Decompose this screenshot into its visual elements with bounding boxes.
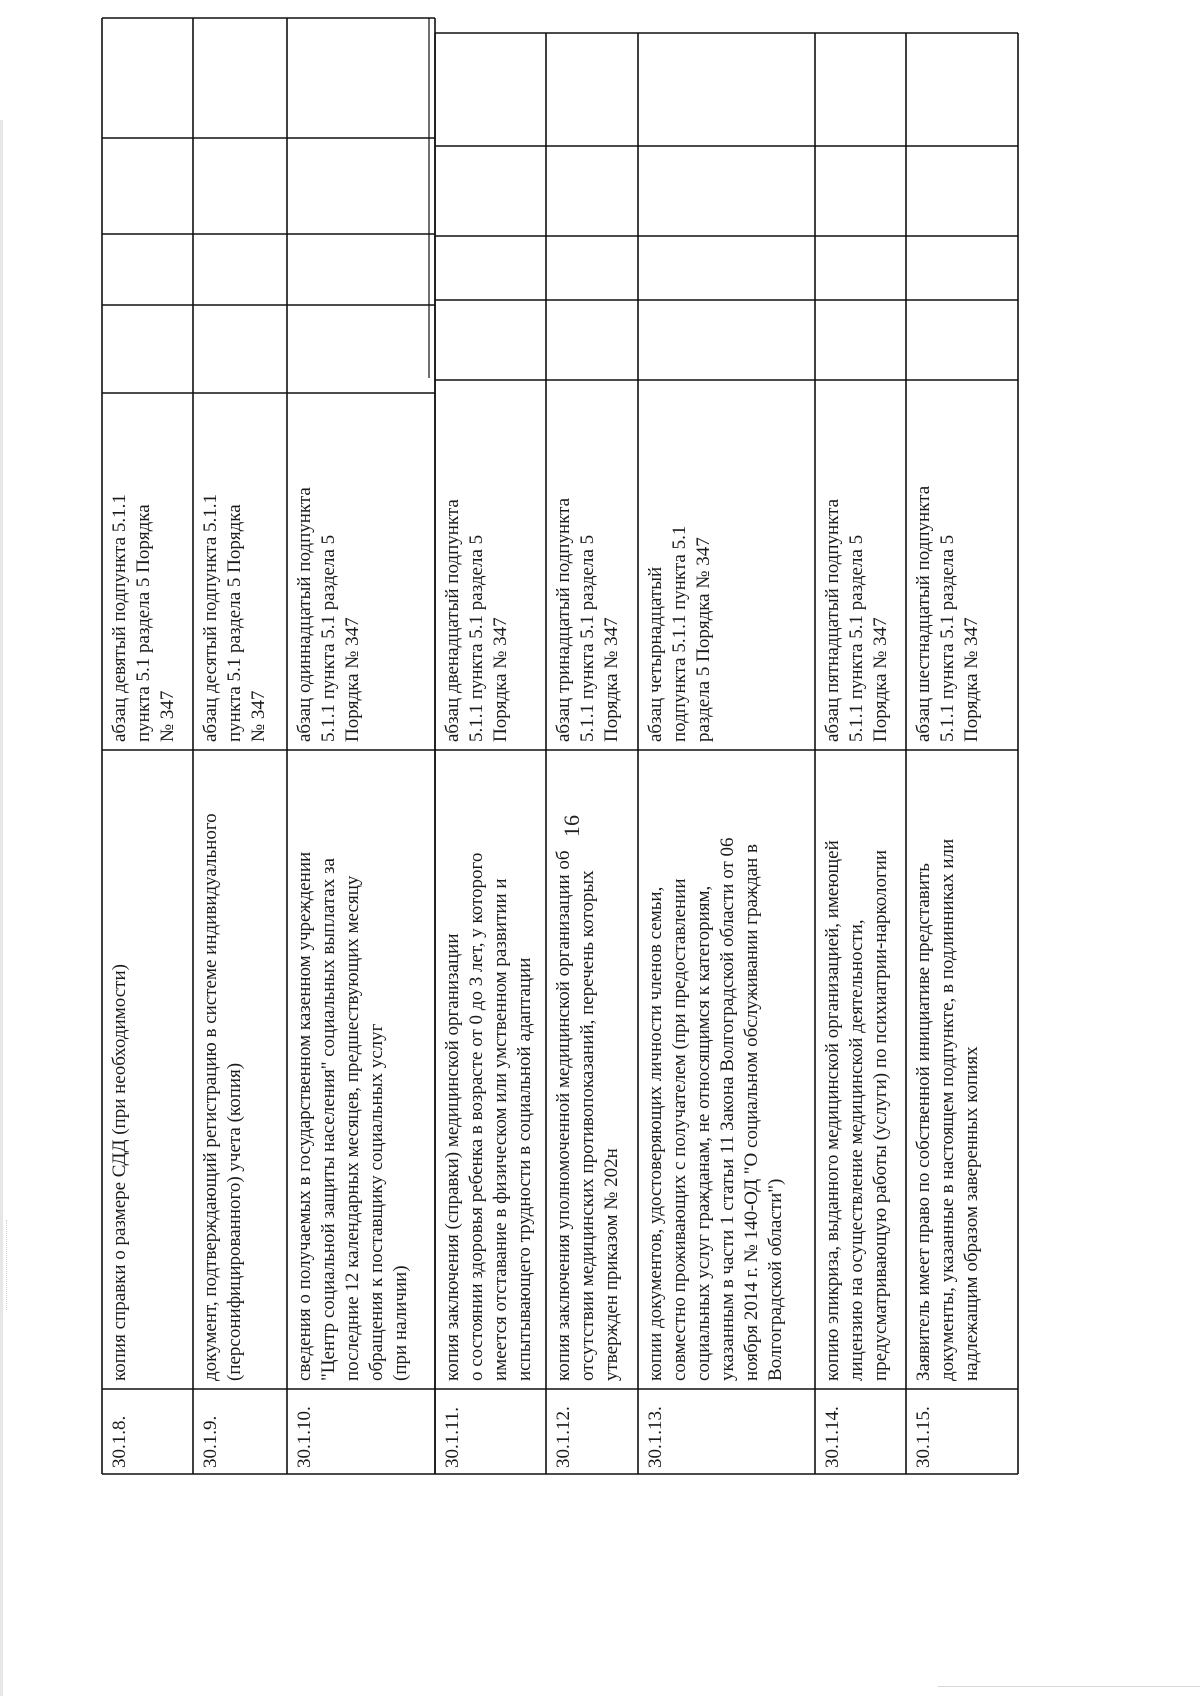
basis-cell-line: раздела 5 Порядка № 347 bbox=[693, 537, 714, 742]
empty-cell bbox=[817, 148, 904, 234]
document-cell-line: о состоянии здоровья ребенка в возрасте от 0 до 3 лет, у которого bbox=[466, 852, 487, 1381]
document-cell-line: предусматривающую работы (услуги) по психиатрии-наркологии bbox=[870, 849, 891, 1381]
document-cell bbox=[199, 754, 247, 1381]
document-cell-line: копию эпикриза, выданного медицинской организацией, имеющей bbox=[822, 840, 843, 1381]
row-number: 30.1.9. bbox=[200, 1415, 221, 1468]
basis-cell-line: абзац одиннадцатый подпункта bbox=[294, 487, 315, 742]
basis-cell bbox=[108, 397, 180, 742]
basis-cell-line: 5.1.1 пункта 5.1 раздела 5 bbox=[937, 534, 958, 742]
empty-cell bbox=[817, 35, 904, 144]
document-cell bbox=[644, 754, 788, 1381]
document-cell-line: (при наличии) bbox=[390, 1265, 411, 1381]
basis-cell-line: Порядка № 347 bbox=[870, 617, 891, 742]
basis-cell-line: 5.1.1 пункта 5.1 раздела 5 bbox=[846, 534, 867, 742]
empty-cell bbox=[908, 238, 1016, 298]
basis-cell-line: абзац шестнадцатый подпункта bbox=[913, 485, 934, 742]
empty-cell bbox=[817, 238, 904, 298]
document-cell-line: копии документов, удостоверяющих личности членов семьи, bbox=[645, 886, 666, 1381]
row-number: 30.1.10. bbox=[294, 1406, 315, 1468]
basis-cell bbox=[199, 397, 271, 742]
empty-cell bbox=[289, 236, 433, 303]
document-cell-line: сведения о получаемых в государственном казенном учреждении bbox=[294, 851, 315, 1381]
empty-cell bbox=[640, 238, 813, 298]
basis-cell-line: Порядка № 347 bbox=[490, 617, 511, 742]
basis-cell bbox=[441, 384, 513, 742]
basis-cell-line: пункта 5.1 раздела 5 Порядка bbox=[224, 504, 245, 742]
row-number: 30.1.12. bbox=[553, 1406, 574, 1468]
empty-cell bbox=[289, 20, 433, 136]
document-cell bbox=[821, 754, 893, 1381]
basis-cell bbox=[293, 397, 365, 742]
empty-cell bbox=[548, 238, 636, 298]
basis-cell bbox=[821, 384, 893, 742]
basis-cell-line: абзац пятнадцатый подпункта bbox=[822, 498, 843, 742]
document-cell-line: утвержден приказом № 202н bbox=[601, 1148, 622, 1381]
document-cell-line: надлежащим образом заверенных копиях bbox=[961, 1046, 982, 1381]
empty-cell bbox=[104, 236, 191, 303]
document-cell-line: Волгоградской области") bbox=[765, 1178, 786, 1381]
basis-cell-line: пункта 5.1 раздела 5 Порядка bbox=[133, 504, 154, 742]
row-number: 30.1.14. bbox=[822, 1406, 843, 1468]
document-cell-line: документ, подтверждающий регистрацию в системе индивидуального bbox=[200, 813, 221, 1381]
empty-cell bbox=[104, 307, 191, 391]
document-cell bbox=[108, 754, 132, 1381]
document-cell-line: лицензию на осуществление медицинской деятельности, bbox=[846, 919, 867, 1381]
empty-cell bbox=[908, 302, 1016, 378]
basis-cell-line: абзац тринадцатый подпункта bbox=[553, 497, 574, 742]
row-number: 30.1.8. bbox=[109, 1415, 130, 1468]
basis-cell-line: № 347 bbox=[157, 690, 178, 742]
row-number: 30.1.13. bbox=[645, 1406, 666, 1468]
basis-cell-line: абзац четырнадцатый bbox=[645, 566, 666, 742]
empty-cell bbox=[640, 35, 813, 144]
basis-cell-line: абзац девятый подпункта 5.1.1 bbox=[109, 494, 130, 742]
document-cell bbox=[293, 754, 413, 1381]
basis-cell-line: Порядка № 347 bbox=[342, 617, 363, 742]
basis-cell-line: абзац двенадцатый подпункта bbox=[442, 499, 463, 742]
empty-cell bbox=[817, 302, 904, 378]
document-cell-line: имеется отставание в физическом или умственном развитии и bbox=[490, 878, 511, 1381]
empty-cell bbox=[437, 302, 544, 378]
empty-cell bbox=[908, 35, 1016, 144]
document-cell-line: копия справки о размере СДД (при необходимости) bbox=[109, 964, 130, 1381]
document-cell-line: социальных услуг гражданам, не относящимся к категориям, bbox=[693, 885, 714, 1381]
page-number: 16 bbox=[559, 815, 584, 837]
empty-cell bbox=[437, 35, 544, 144]
document-cell-line: совместно проживающих с получателем (при предоставлении bbox=[669, 878, 690, 1381]
basis-cell-line: 5.1.1 пункта 5.1 раздела 5 bbox=[466, 534, 487, 742]
basis-cell-line: Порядка № 347 bbox=[601, 617, 622, 742]
empty-cell bbox=[548, 148, 636, 234]
empty-cell bbox=[640, 148, 813, 234]
empty-cell bbox=[104, 140, 191, 232]
empty-cell bbox=[437, 148, 544, 234]
empty-cell bbox=[437, 238, 544, 298]
basis-cell bbox=[552, 384, 624, 742]
empty-cell bbox=[195, 140, 285, 232]
document-cell-line: испытывающего трудности в социальной адаптации bbox=[514, 957, 535, 1381]
empty-cell bbox=[548, 302, 636, 378]
document-cell-line: копия заключения (справки) медицинской организации bbox=[442, 933, 463, 1381]
empty-cell bbox=[908, 148, 1016, 234]
basis-cell bbox=[912, 384, 984, 742]
document-cell-line: ноября 2014 г. № 140-ОД "О социальном обслуживании граждан в bbox=[741, 844, 762, 1381]
document-cell-line: отсутствии медицинских противопоказаний, перечень которых bbox=[577, 870, 598, 1381]
basis-cell-line: 5.1.1 пункта 5.1 раздела 5 bbox=[318, 534, 339, 742]
empty-cell bbox=[289, 307, 433, 391]
document-cell bbox=[552, 754, 624, 1381]
empty-cell bbox=[640, 302, 813, 378]
document-cell-line: последние 12 календарных месяцев, предшествующих месяцу bbox=[342, 875, 363, 1381]
basis-cell-line: подпункта 5.1.1 пункта 5.1 bbox=[669, 525, 690, 742]
document-cell bbox=[441, 754, 537, 1381]
document-cell-line: обращения к поставщику социальных услуг bbox=[366, 1023, 387, 1381]
document-cell-line: "Центр социальной защиты населения" социальных выплатах за bbox=[318, 858, 339, 1381]
row-number: 30.1.11. bbox=[442, 1406, 463, 1468]
row-number: 30.1.15. bbox=[913, 1406, 934, 1468]
document-cell-line: (персонифицированного) учета (копия) bbox=[224, 1062, 245, 1381]
basis-cell-line: Порядка № 347 bbox=[961, 617, 982, 742]
document-cell-line: Заявитель имеет право по собственной инициативе представить bbox=[913, 863, 934, 1381]
document-cell-line: копия заключения уполномоченной медицинской организации об bbox=[553, 850, 574, 1381]
basis-cell bbox=[644, 384, 716, 742]
basis-cell-line: № 347 bbox=[248, 690, 269, 742]
document-cell-line: документы, указанные в настоящем подпункте, в подлинниках или bbox=[937, 838, 958, 1381]
empty-cell bbox=[289, 140, 433, 232]
empty-cell bbox=[195, 307, 285, 391]
document-cell-line: указанным в части 1 статьи 11 Закона Волгоградской области от 06 bbox=[717, 837, 738, 1381]
empty-cell bbox=[548, 35, 636, 144]
document-cell bbox=[912, 754, 984, 1381]
empty-cell bbox=[104, 20, 191, 136]
basis-cell-line: 5.1.1 пункта 5.1 раздела 5 bbox=[577, 534, 598, 742]
empty-cell bbox=[195, 236, 285, 303]
empty-cell bbox=[195, 20, 285, 136]
basis-cell-line: абзац десятый подпункта 5.1.1 bbox=[200, 493, 221, 742]
